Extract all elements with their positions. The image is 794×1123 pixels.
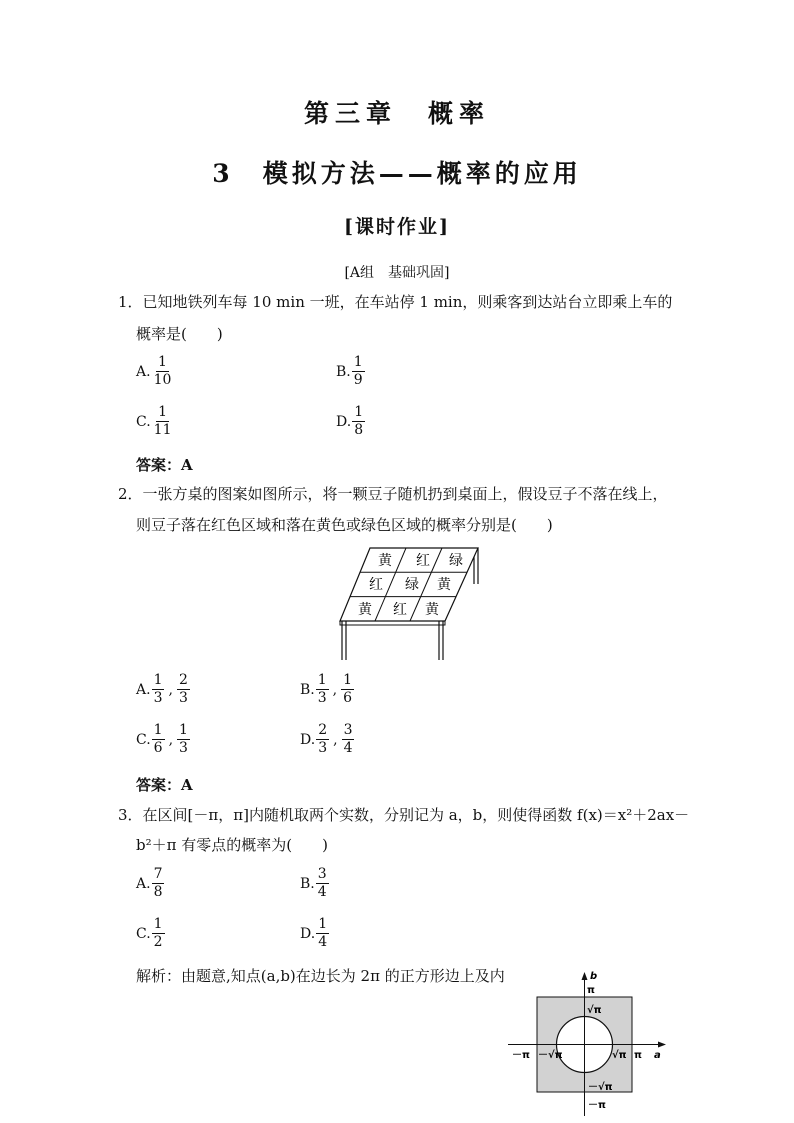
q3-line2: b²＋π 有零点的概率为( ) (136, 836, 328, 854)
table-cell: 黄 (437, 577, 451, 593)
q3-line1: 3．在区间[－π，π]内随机取两个实数，分别记为 a，b，则使得函数 f(x)＝x²＋2ax－ (118, 806, 690, 824)
fraction (352, 354, 365, 389)
numerator: 2 (178, 672, 188, 688)
fraction (152, 404, 174, 439)
q2-option-d: D. $\frac{2}{3}$ , $\frac{3}{4}$ (300, 722, 353, 756)
table-cell: 红 (369, 577, 383, 593)
table-figure (330, 544, 490, 662)
numerator: 1 (354, 404, 364, 420)
q1-option-d (336, 404, 366, 439)
q3-option-d (300, 916, 330, 951)
numerator: 3 (343, 722, 353, 738)
tick-label-bottom: －π (588, 1100, 606, 1111)
option-label: D. (336, 413, 352, 430)
q1-line2: 概率是( ) (136, 325, 223, 343)
option-label: A. (136, 875, 151, 892)
q3-solution: 解析：由题意,知点(a,b)在边长为 2π 的正方形边上及内 (136, 967, 505, 985)
group-label: [A组 基础巩固] (344, 265, 450, 281)
fraction (316, 722, 329, 757)
option-label: A. (136, 363, 151, 380)
q3-option-c (136, 916, 166, 951)
denominator: 6 (343, 690, 353, 706)
fraction (342, 722, 355, 757)
a-axis-label: a (654, 1050, 661, 1061)
denominator: 3 (153, 690, 163, 706)
numerator: 1 (179, 722, 188, 738)
tick-label-top: π (587, 985, 595, 996)
denominator: 2 (153, 934, 163, 950)
option-label: C. (136, 731, 151, 748)
q2-option-b: B. $\frac{1}{3}$ , $\frac{1}{6}$ (300, 672, 353, 706)
tick-label-sqrt-left: －√π (538, 1050, 563, 1061)
numerator: 1 (353, 354, 363, 370)
denominator: 3 (178, 690, 188, 706)
q2-line1: 2．一张方桌的图案如图所示，将一颗豆子随机扔到桌面上，假设豆子不落在线上， (118, 485, 668, 503)
denominator: 9 (353, 372, 363, 388)
option-label: A. (136, 681, 151, 698)
numerator: 7 (153, 866, 163, 882)
q2-answer: 答案：A (136, 776, 193, 794)
table-cell: 绿 (449, 553, 463, 569)
fraction (152, 916, 165, 951)
section-title: 3 模拟方法——概率的应用 (212, 159, 582, 188)
denominator: 4 (318, 934, 328, 950)
option-label: D. (300, 731, 316, 748)
denominator: 3 (318, 740, 328, 756)
numerator: 1 (317, 672, 327, 688)
fraction (316, 672, 329, 707)
q1-line1: 1．已知地铁列车每 10 min 一班，在车站停 1 min，则乘客到达站台立即乘上车的 (118, 293, 673, 311)
homework-label: [课时作业] (344, 216, 450, 238)
denominator: 8 (153, 884, 163, 900)
chapter-title: 第三章 概率 (303, 99, 490, 128)
numerator: 1 (153, 916, 163, 932)
option-label: B. (300, 681, 315, 698)
fraction (352, 404, 365, 439)
q2-option-c: C. $\frac{1}{6}$ , $\frac{1}{3}$ (136, 722, 188, 756)
option-label: C. (136, 925, 151, 942)
fraction (152, 866, 165, 901)
denominator: 3 (179, 740, 188, 756)
denominator: 4 (343, 740, 353, 756)
fraction (341, 672, 354, 707)
fraction (152, 722, 165, 757)
coordinate-graph (508, 966, 674, 1118)
fraction (316, 916, 329, 951)
table-cell: 红 (393, 602, 407, 618)
numerator: 1 (343, 672, 353, 688)
q1-option-b (336, 354, 366, 389)
option-label: B. (336, 363, 351, 380)
table-cell: 黄 (425, 602, 439, 618)
q1-option-a (136, 354, 174, 389)
option-label: D. (300, 925, 316, 942)
tick-label-sqrt-top: √π (587, 1005, 602, 1016)
denominator: 11 (153, 422, 172, 438)
fraction (152, 672, 165, 707)
denominator: 10 (153, 372, 172, 388)
q2-line2: 则豆子落在红色区域和落在黄色或绿色区域的概率分别是( ) (136, 516, 553, 534)
option-label: C. (136, 413, 151, 430)
denominator: 8 (354, 422, 364, 438)
denominator: 3 (317, 690, 327, 706)
option-label: B. (300, 875, 315, 892)
q3-option-b (300, 866, 330, 901)
tick-label-left: －π (512, 1050, 530, 1061)
b-axis-label: b (590, 971, 598, 982)
q2-option-a: A. $\frac{1}{3}$ , $\frac{2}{3}$ (136, 672, 188, 706)
numerator: 1 (153, 672, 163, 688)
fraction (177, 672, 190, 707)
table-cell: 绿 (405, 577, 419, 593)
denominator: 6 (153, 740, 163, 756)
q3-option-a (136, 866, 165, 901)
numerator: 1 (158, 404, 168, 420)
fraction (177, 722, 190, 757)
q1-answer: 答案：A (136, 456, 193, 474)
denominator: 4 (317, 884, 327, 900)
fraction (316, 866, 329, 901)
fraction (152, 354, 174, 389)
q1-option-c (136, 404, 175, 439)
tick-label-sqrt-right: √π (612, 1050, 627, 1061)
numerator: 1 (318, 916, 328, 932)
table-cell: 黄 (358, 602, 372, 618)
table-cell: 红 (416, 553, 430, 569)
tick-label-sqrt-bottom: －√π (588, 1082, 613, 1093)
tick-label-right: π (634, 1050, 642, 1061)
numerator: 1 (158, 354, 167, 370)
table-cell: 黄 (378, 553, 392, 569)
numerator: 3 (317, 866, 327, 882)
numerator: 1 (153, 722, 163, 738)
numerator: 2 (318, 722, 328, 738)
